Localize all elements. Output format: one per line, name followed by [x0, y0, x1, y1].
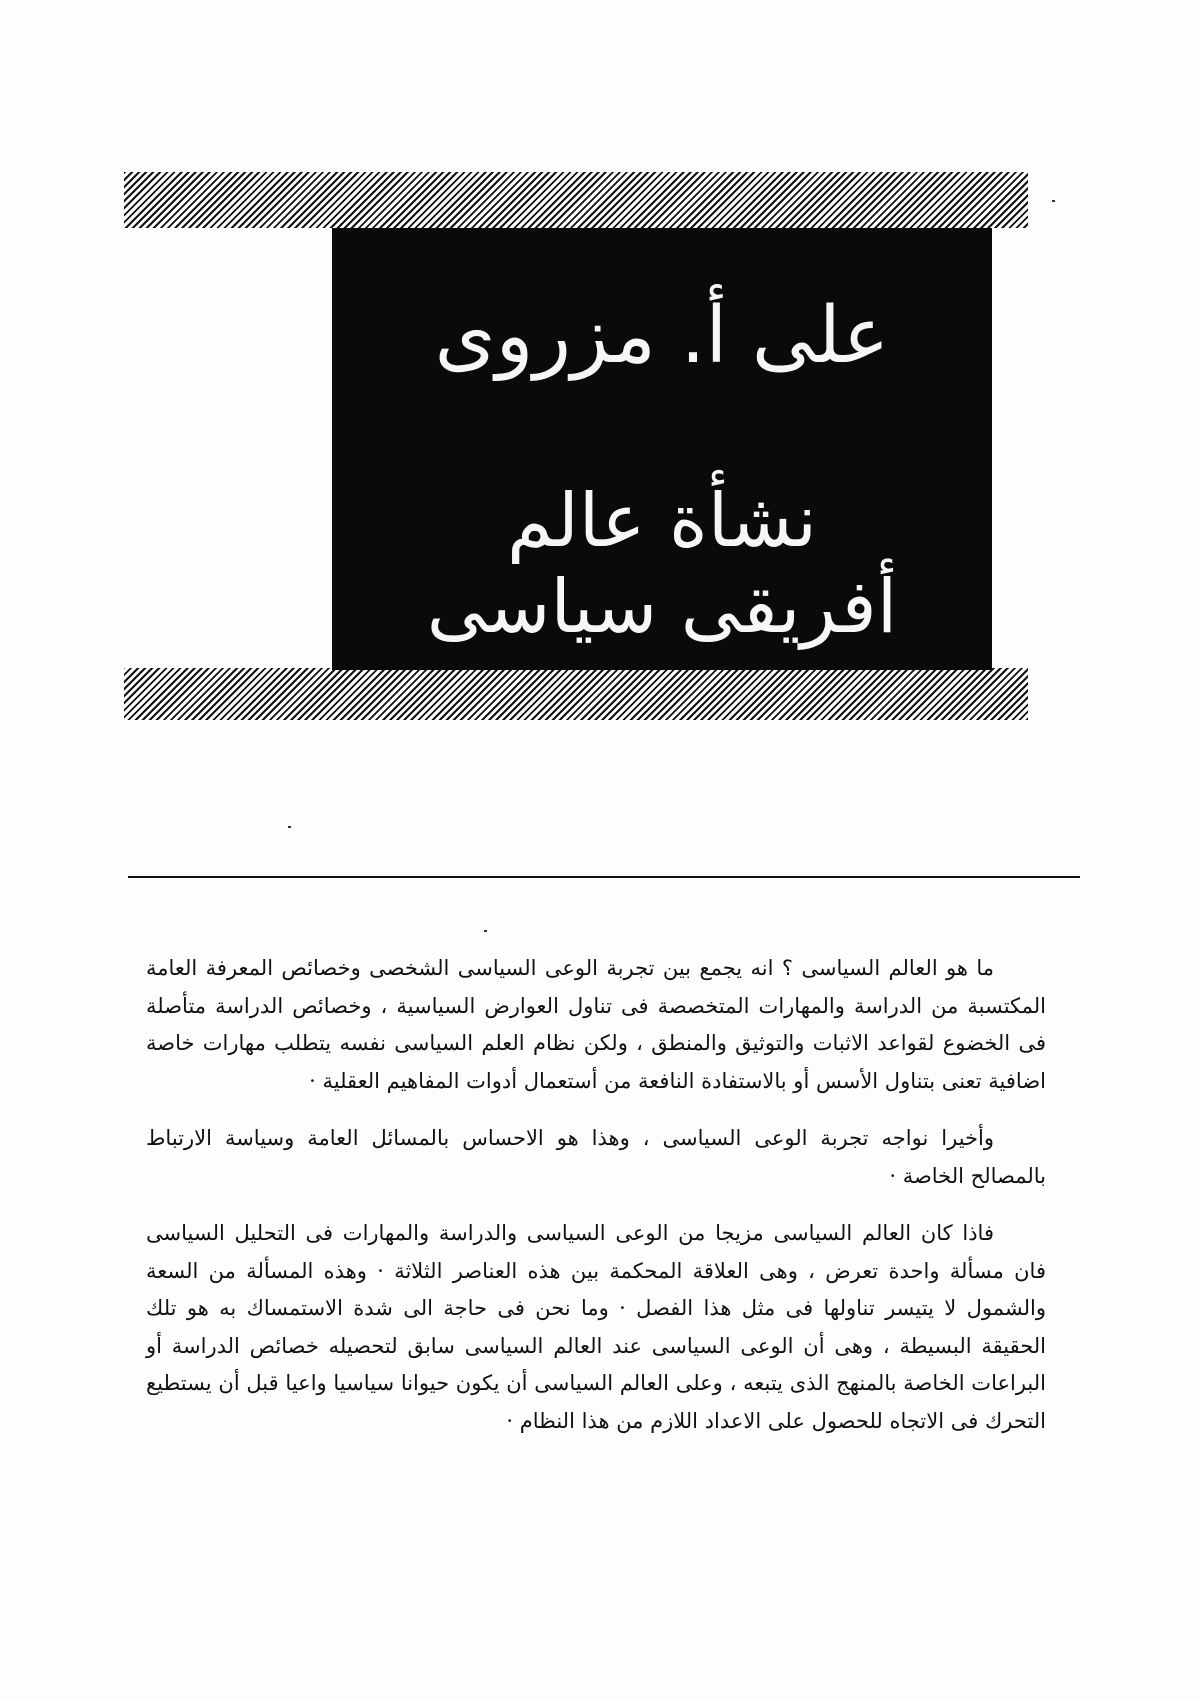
scan-speck	[484, 930, 487, 932]
scan-speck	[288, 826, 291, 828]
body-text	[146, 950, 1046, 1460]
book-title: نشأة عالم أفريقى سياسى	[426, 478, 898, 650]
section-divider	[128, 876, 1080, 878]
frame-gap-left	[124, 228, 336, 668]
frame-gap-right	[990, 228, 1028, 668]
author-name: على أ. مزروى	[434, 291, 890, 381]
paragraph-3: فاذا كان العالم السياسى مزيجا من الوعى السياسى والدراسة والمهارات فى التحليل السياسى فان مسألة واحدة تعرض ، وهى العلاقة المحكمة بين هذه العناصر الثلاثة · وهذه المسألة من السعة والشمول لا يتيسر تناولها فى مثل هذا الفصل · وما نحن فى حاجة الى شدة الاستمساك به هو تلك الحقيقة البسيطة ، وهى أن الوعى السياسى عند العالم السياسى سابق لتحصيله خصائص الدراسة أو البراعات الخاصة بالمنهج الذى يتبعه ، وعلى العالم السياسى أن يكون حيوانا سياسيا واعيا قبل أن يستطيع التحرك فى الاتجاه للحصول على الاعداد اللازم من هذا النظام ·	[146, 1221, 1046, 1433]
paragraph-2: وأخيرا نواجه تجربة الوعى السياسى ، وهذا هو الاحساس بالمسائل العامة وسياسة الارتباط بالمصالح الخاصة ·	[146, 1126, 1046, 1188]
paragraph-1: ما هو العالم السياسى ؟ انه يجمع بين تجربة الوعى السياسى الشخصى وخصائص المعرفة العامة المكتسبة من الدراسة والمهارات المتخصصة فى تناول العوارض السياسية ، وخصائص الدراسة متأصلة فى الخضوع لقواعد الاثبات والتوثيق والمنطق ، ولكن نظام العلم السياسى نفسه يتطلب مهارات خاصة اضافية تعنى بتناول الأسس أو بالاستفادة النافعة من أستعمال أدوات المفاهيم العقلية ·	[146, 956, 1046, 1093]
cover-title-box	[332, 228, 992, 670]
scan-speck	[1052, 200, 1055, 202]
